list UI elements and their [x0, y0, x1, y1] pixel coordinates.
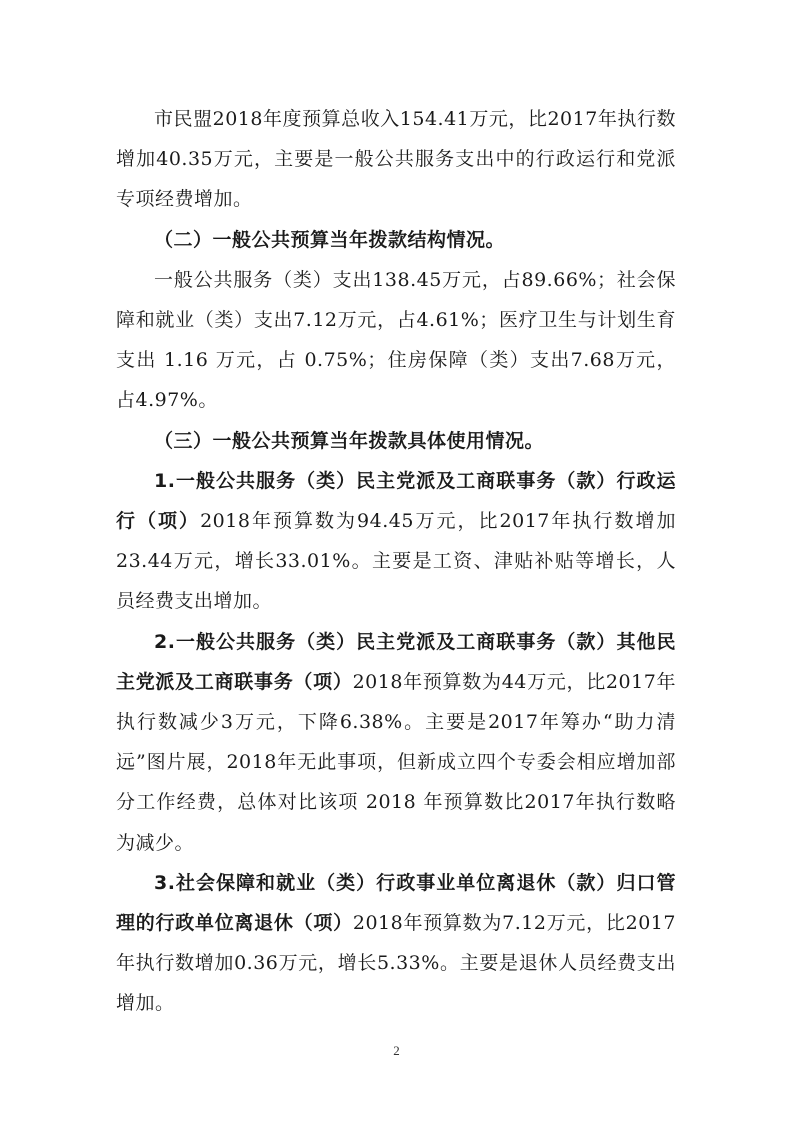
item-paragraph-administrative-operation [116, 461, 676, 622]
item-paragraph-retirement [116, 863, 676, 1024]
heading-text: （二）一般公共预算当年拨款结构情况。 [154, 228, 506, 251]
item-title: 3.社会保障和就业（类）行政事业单位离退休（款）归口管理的行政单位离退休（项） [116, 871, 676, 935]
item-title: 1.一般公共服务（类）民主党派及工商联事务（款）行政运行（项） [116, 469, 676, 533]
item-title: 2.一般公共服务（类）民主党派及工商联事务（款）其他民主党派及工商联事务（项） [116, 630, 676, 693]
paragraph-text: 一般公共服务（类）支出138.45万元，占89.66%；社会保障和就业（类）支出7.12万元，占4.61%；医疗卫生与计划生育支出 1.16 万元，占 0.75%；住房保障（类）支出7.68万元，占4.97%。 [116, 268, 676, 412]
item-text: 2018年预算数为7.12万元，比2017年执行数增加0.36万元，增长5.33%。主要是退休人员经费支出增加。 [116, 912, 676, 1015]
paragraph-appropriation-structure [116, 260, 676, 421]
paragraph-budget-income [116, 99, 676, 220]
item-text: 2018年预算数为44万元，比2017年执行数减少3万元，下降6.38%。主要是2017年筹办“助力清远”图片展，2018年无此事项，但新成立四个专委会相应增加部分工作经费，总体对比该项 2018 年预算数比2017年执行数略为减少。 [116, 670, 676, 854]
paragraph-text: 市民盟2018年度预算总收入154.41万元，比2017年执行数增加40.35万元，主要是一般公共服务支出中的行政运行和党派专项经费增加。 [116, 108, 676, 211]
section-heading-appropriation-structure [116, 220, 676, 260]
item-text: 2018年预算数为94.45万元，比2017年执行数增加23.44万元，增长33.01%。主要是工资、津贴补贴等增长，人员经费支出增加。 [116, 510, 676, 613]
page-number: 2 [393, 1043, 400, 1058]
item-paragraph-other-party-affairs [116, 622, 676, 863]
document-body [116, 99, 676, 1024]
section-heading-appropriation-usage [116, 421, 676, 461]
heading-text: （三）一般公共预算当年拨款具体使用情况。 [154, 429, 545, 452]
